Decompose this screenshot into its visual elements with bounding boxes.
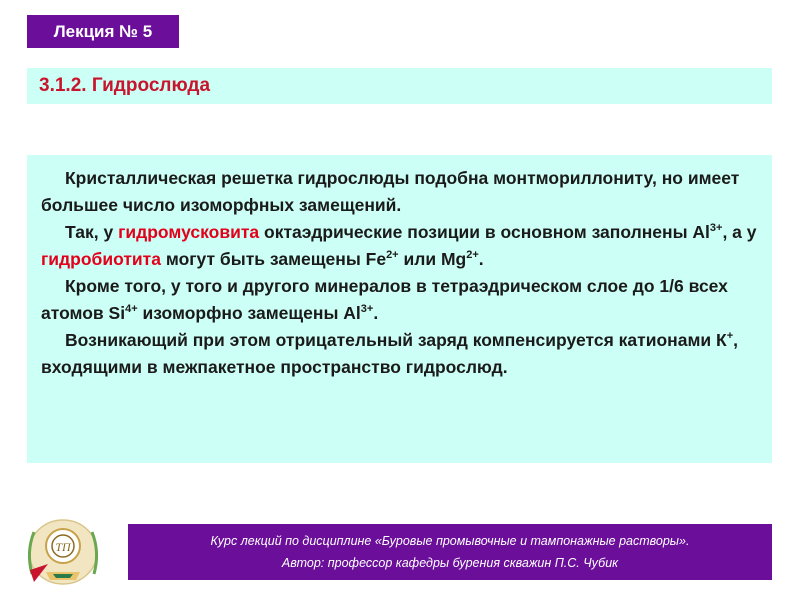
p4-sup-k: + (726, 330, 734, 343)
p4-text-2: , входящими в межпакетное пространство гидрослюд. (41, 330, 739, 377)
footer-band (128, 524, 772, 580)
p3-sup-si: 4+ (125, 303, 138, 316)
p2-sup-fe: 2+ (386, 249, 399, 262)
university-emblem-icon (20, 512, 106, 588)
section-title: 3.1.2. Гидрослюда (39, 75, 211, 96)
mineral-hydromuscovite: гидромусковита (118, 222, 260, 242)
p2-text-1: Так, у (65, 222, 119, 242)
lecture-number-badge (27, 15, 179, 48)
p4-text-1: Возникающий при этом отрицательный заряд компенсируется катионами К (65, 330, 727, 350)
p3-text-1: Кроме того, у того и другого минералов в тетраэдрическом слое до 1/6 всех атомов Si (41, 276, 728, 323)
paragraph-3 (41, 273, 758, 327)
p2-text-2: октаэдрические позиции в основном заполнены Al (259, 222, 710, 242)
paragraph-1-text: Кристаллическая решетка гидрослюды подобна монтмориллониту, но имеет большее число изоморфных замещений. (41, 168, 740, 215)
paragraph-4 (41, 327, 758, 381)
lecture-label: Лекция № 5 (53, 21, 153, 41)
footer-course-line: Курс лекций по дисциплине «Буровые промывочные и тампонажные растворы». (210, 534, 690, 548)
content-box (27, 155, 772, 463)
p2-text-5: или Mg (398, 249, 467, 269)
svg-text:ТП: ТП (55, 540, 71, 554)
mineral-hydrobiotite: гидробиотита (41, 249, 161, 269)
section-title-band (27, 68, 772, 104)
footer-author-line: Автор: профессор кафедры бурения скважин П.С. Чубик (281, 556, 619, 570)
p3-text-2: изоморфно замещены Al (137, 303, 361, 323)
paragraph-2 (41, 219, 758, 273)
p2-text-3: , а у (722, 222, 757, 242)
p3-text-3: . (373, 303, 379, 323)
p2-sup-al: 3+ (709, 222, 723, 235)
p2-sup-mg: 2+ (466, 249, 479, 262)
p2-text-6: . (478, 249, 484, 269)
paragraph-1 (41, 165, 758, 219)
p3-sup-al: 3+ (360, 303, 374, 316)
p2-text-4: могут быть замещены Fe (161, 249, 387, 269)
